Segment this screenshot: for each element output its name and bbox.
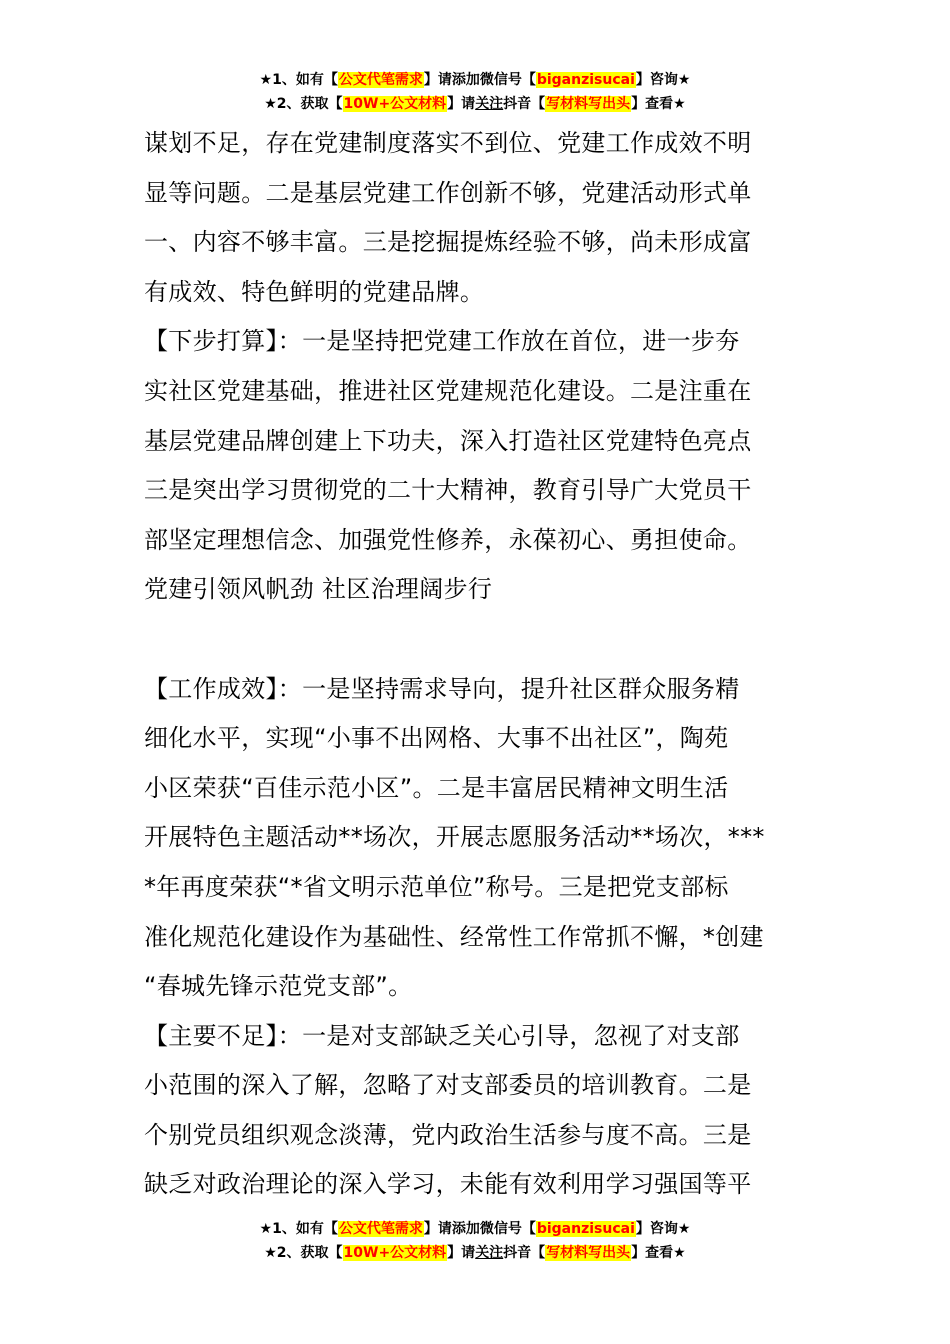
header-line1-highlight-service: 公文代笔需求 [338,72,423,88]
footer-line2-highlight-materials: 10W+公文材料 [343,1245,447,1261]
footer-line1-prefix: ★1、如有【 [259,1221,338,1237]
footer-line2-suffix: 】查看★ [631,1245,686,1261]
body-line: 谋划不足，存在党建制度落实不到位、党建工作成效不明 [144,129,752,157]
footer-line2-middle1: 】请 [447,1245,476,1261]
work-results-paragraph-line: 【工作成效】：一是坚持需求导向，提升社区群众服务精 [144,674,740,703]
header-line1-middle1: 】请添 [423,72,466,88]
footer-line2-highlight-account: 写材料写出头 [546,1245,631,1261]
body-line: 基层党建品牌创建上下功夫，深入打造社区党建特色亮点 [144,426,752,455]
header-line2-suffix: 】查看★ [631,96,686,112]
main-shortcomings-paragraph-line: 【主要不足】：一是对支部缺乏关心引导，忽视了对支部 [144,1021,740,1050]
next-steps-paragraph-line: 【下步打算】：一是坚持把党建工作放在首位，进一步夯 [144,327,740,356]
body-line: 细化水平，实现“小事不出网格、大事不出社区”，陶苑 [144,724,729,753]
footer-line1-middle2: 微信号【 [479,1221,536,1237]
header-banner-line-2 [0,92,950,116]
footer-banner-line-2 [0,1241,950,1265]
body-line: 缺乏对政治理论的深入学习，未能有效利用学习强国等平 [144,1170,752,1199]
header-line2-middle2: 抖音【 [503,96,546,112]
body-line: 部坚定理想信念、加强党性修养，永葆初心、勇担使命。 [144,525,752,554]
header-banner-line-1 [0,68,950,92]
header-line2-prefix: ★2、获取【 [264,96,343,112]
document-body [144,119,814,1210]
body-line: 三是突出学习贯彻党的二十大精神，教育引导广大党员干 [144,476,752,505]
footer-banner [0,1217,950,1265]
footer-line2-underlined-word: 关注 [475,1245,504,1261]
body-line: 个别党员组织观念淡薄，党内政治生活参与度不高。三是 [144,1120,752,1149]
body-line: 实社区党建基础，推进社区党建规范化建设。二是注重在 [144,376,752,405]
header-line1-prefix: ★1、如有【 [259,72,338,88]
header-banner [0,68,950,116]
body-line: 开展特色主题活动**场次，开展志愿服务活动**场次，*** [144,823,765,852]
body-line: 有成效、特色鲜明的党建品牌。 [144,277,485,306]
body-line: 准化规范化建设作为基础性、经常性工作常抓不懈，*创建 [144,922,764,951]
header-line1-highlight-wechat-id: biganzisucai [536,72,635,88]
footer-line1-middle1: 】请添 [423,1221,466,1237]
footer-line1-bold-word: 加 [465,1221,480,1237]
header-line2-highlight-account: 写材料写出头 [546,96,631,112]
body-line: 小区荣获“百佳示范小区”。二是丰富居民精神文明生活 [144,773,729,802]
footer-banner-line-1 [0,1217,950,1241]
header-line2-highlight-materials: 10W+公文材料 [343,96,447,112]
header-line2-underlined-word: 关注 [475,96,504,112]
footer-line2-prefix: ★2、获取【 [264,1245,343,1261]
footer-line2-middle2: 抖音【 [503,1245,546,1261]
body-line: 小范围的深入了解，忽略了对支部委员的培训教育。二是 [144,1071,752,1100]
body-line: “春城先锋示范党支部”。 [144,972,413,1001]
footer-line1-highlight-wechat-id: biganzisucai [536,1221,635,1237]
header-line2-middle1: 】请 [447,96,476,112]
blank-line [144,615,814,665]
header-line1-middle2: 微信号【 [479,72,536,88]
footer-line1-highlight-service: 公文代笔需求 [338,1221,423,1237]
section-title: 党建引领风帆劲 社区治理阔步行 [144,575,493,604]
body-line: *年再度荣获“*省文明示范单位”称号。三是把党支部标 [144,872,729,901]
footer-line1-suffix: 】咨询★ [635,1221,691,1237]
header-line1-bold-word: 加 [465,72,480,88]
body-line: 显等问题。二是基层党建工作创新不够，党建活动形式单 [144,178,752,207]
header-line1-suffix: 】咨询★ [635,72,691,88]
body-line: 一、内容不够丰富。三是挖掘提炼经验不够，尚未形成富 [144,228,752,257]
